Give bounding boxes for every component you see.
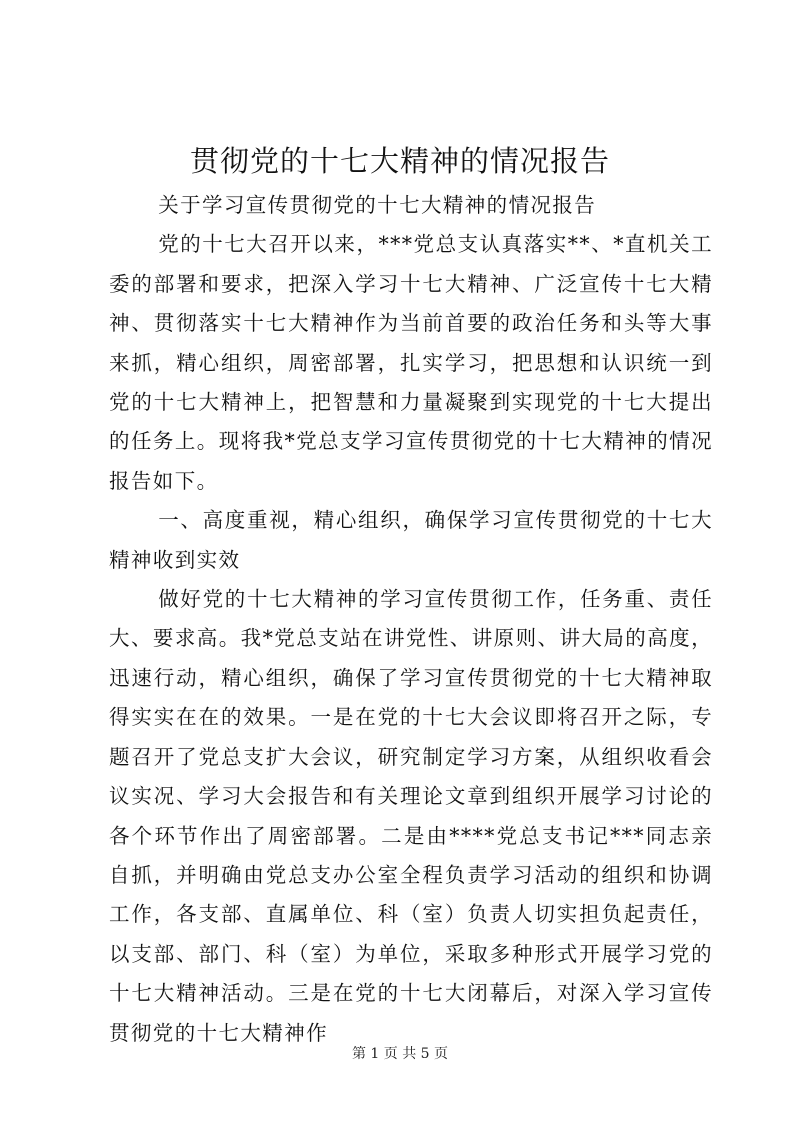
- paragraph-section-heading: 一、高度重视，精心组织，确保学习宣传贯彻党的十七大精神收到实效: [109, 508, 713, 572]
- paragraph-section-body: 做好党的十七大精神的学习宣传贯彻工作，任务重、责任大、要求高。我*党总支站在讲党性、讲原则、讲大局的高度，迅速行动，精心组织，确保了学习宣传贯彻党的十七大精神取得实实在在的效果。一是在党的十七大会议即将召开之际，专题召开了党总支扩大会议，研究制定学习方案，从组织收看会议实况、学习大会报告和有关理论文章到组织开展学习讨论的各个环节作出了周密部署。二是由****党总支书记***同志亲自抓，并明确由党总支办公室全程负责学习活动的组织和协调工作，各支部、直属单位、科（室）负责人切实担负起责任，以支部、部门、科（室）为单位，采取多种形式开展学习党的十七大精神活动。三是在党的十七大闭幕后，对深入学习宣传贯彻党的十七大精神作: [109, 587, 713, 1045]
- paragraph-subtitle: 关于学习宣传贯彻党的十七大精神的情况报告: [158, 193, 597, 217]
- paragraph-intro: 党的十七大召开以来，***党总支认真落实**、*直机关工委的部署和要求，把深入学习十七大精神、广泛宣传十七大精神、贯彻落实十七大精神作为当前首要的政治任务和头等大事来抓，精心组织，周密部署，扎实学习，把思想和认识统一到党的十七大精神上，把智慧和力量凝聚到实现党的十七大提出的任务上。现将我*党总支学习宣传贯彻党的十七大精神的情况报告如下。: [109, 232, 713, 493]
- page-number-footer: 第 1 页 共 5 页: [351, 1046, 449, 1062]
- document-body: [109, 186, 713, 1053]
- document-title: 贯彻党的十七大精神的情况报告: [189, 144, 610, 178]
